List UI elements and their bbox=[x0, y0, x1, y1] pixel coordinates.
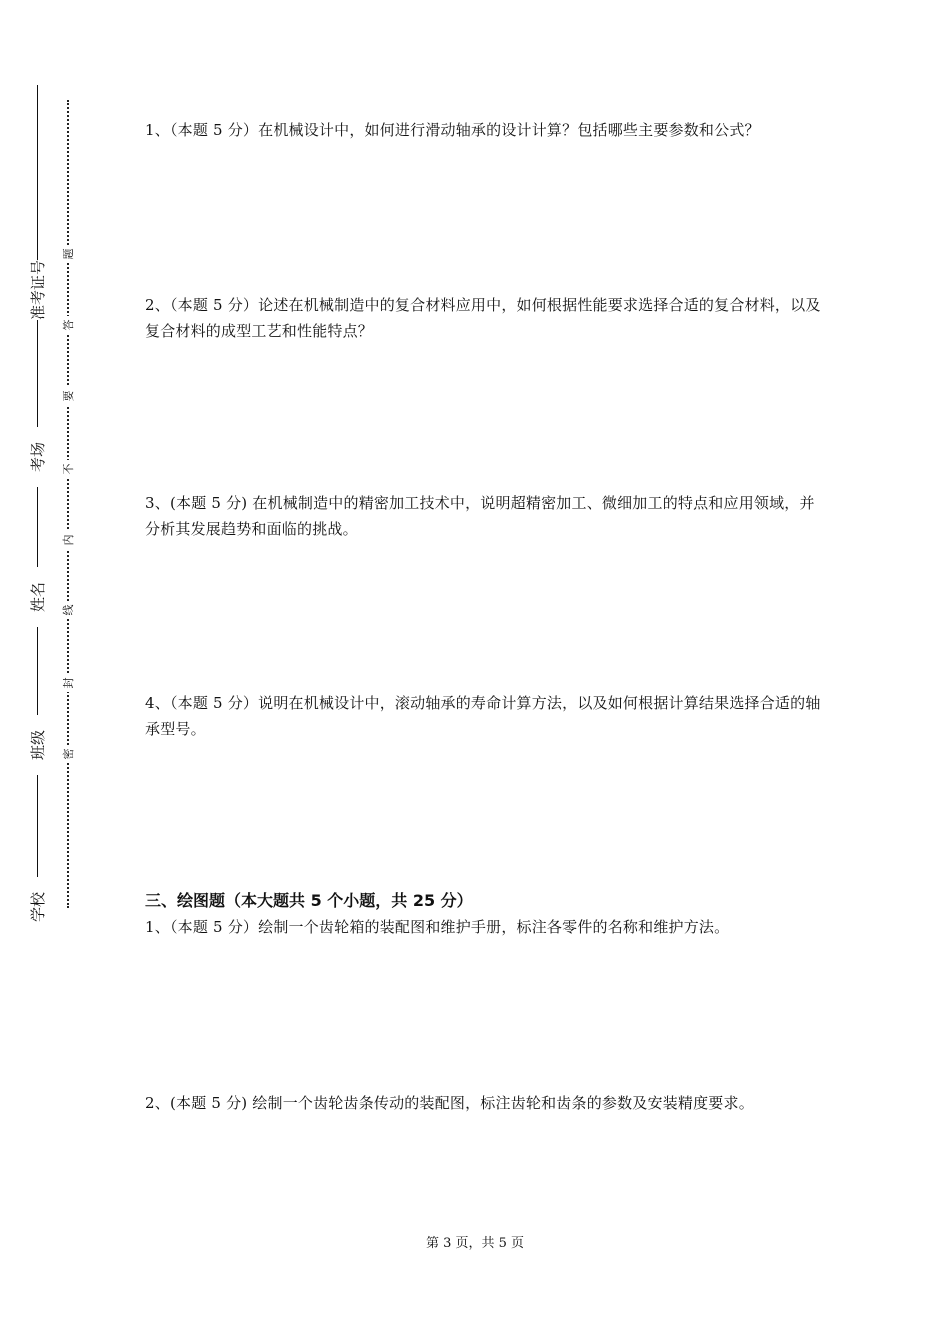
seal-char: 密 bbox=[59, 745, 77, 763]
binding-solid-line bbox=[37, 85, 38, 925]
seal-char: 要 bbox=[59, 387, 77, 405]
binding-margin bbox=[0, 0, 100, 1344]
page-footer: 第 3 页，共 5 页 bbox=[425, 1236, 525, 1251]
question-2-1: 1、（本题 5 分）在机械设计中，如何进行滑动轴承的设计计算？包括哪些主要参数和公式？ bbox=[145, 121, 760, 139]
seal-char: 答 bbox=[59, 316, 77, 334]
seal-char: 题 bbox=[59, 245, 77, 263]
school-label: 学校 bbox=[27, 877, 47, 937]
seal-char: 内 bbox=[59, 531, 77, 549]
section-3-title: 三、绘图题（本大题共 5 个小题，共 25 分） bbox=[145, 891, 473, 910]
class-label: 班级 bbox=[27, 715, 47, 775]
question-2-3: 3、(本题 5 分) 在机械制造中的精密加工技术中，说明超精密加工、微细加工的特点和应用领域，并分析其发展趋势和面临的挑战。 bbox=[145, 494, 815, 538]
seal-char: 不 bbox=[59, 460, 77, 478]
seal-char: 线 bbox=[59, 601, 77, 619]
exam-room-label: 考场 bbox=[27, 427, 47, 487]
exam-id-label: 准考证号 bbox=[28, 259, 47, 320]
seal-dotted-line bbox=[67, 100, 69, 908]
question-3-1: 1、（本题 5 分）绘制一个齿轮箱的装配图和维护手册，标注各零件的名称和维护方法。 bbox=[145, 918, 730, 936]
seal-char: 封 bbox=[59, 674, 77, 692]
question-2-4: 4、（本题 5 分）说明在机械设计中，滚动轴承的寿命计算方法，以及如何根据计算结果选择合适的轴承型号。 bbox=[145, 694, 821, 738]
name-label: 姓名 bbox=[27, 567, 47, 627]
question-3-2: 2、(本题 5 分) 绘制一个齿轮齿条传动的装配图，标注齿轮和齿条的参数及安装精度要求。 bbox=[145, 1094, 754, 1112]
question-2-2: 2、（本题 5 分）论述在机械制造中的复合材料应用中，如何根据性能要求选择合适的复合材料，以及复合材料的成型工艺和性能特点？ bbox=[145, 296, 821, 340]
